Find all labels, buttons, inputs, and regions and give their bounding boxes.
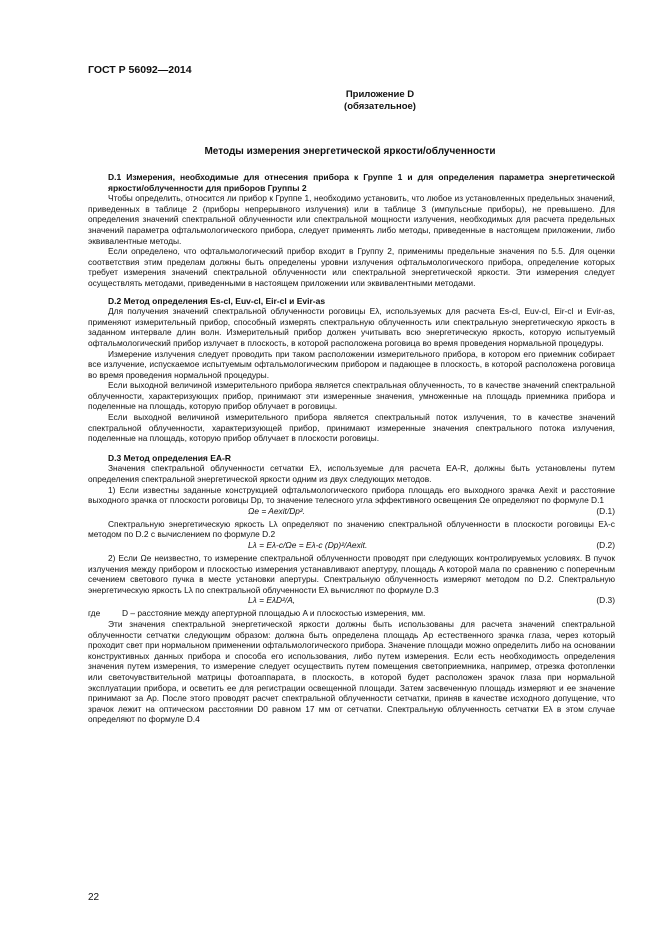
appendix-title: Приложение D (345, 89, 415, 100)
formula-d3 (88, 595, 615, 608)
d1-paragraph: Если определено, что офтальмологический прибор входит в Группу 2, применимы предельные значения по 5.5. Для оценки соответствия этим пределам должны быть определены уровни излучения офтальмологического прибора, определение которых требует измерения значений спектральной облученности или спектральной энергетической яркости. Эти измерения следует осуществлять методами, приведенными в настоящем приложении или эквивалентными методами. (88, 246, 615, 288)
formula-d3-number: (D.3) (596, 595, 615, 606)
where-text: D – расстояние между апертурной площадью A и плоскостью измерения, мм. (122, 608, 426, 619)
d2-paragraph: Измерение излучения следует проводить при таком расположении измерительного прибора, в котором его приемник собирает все излучение, испускаемое испытуемым офтальмологическим прибором и падающее в плоскость, в которой расположена роговица во время проведения нормальной процедуры. (88, 348, 615, 380)
document-id: ГОСТ Р 56092—2014 (88, 64, 192, 76)
formula-d2 (88, 540, 615, 553)
formula-d2-expression: Lλ = Eλ-c/Ωe = Eλ-c (Dp)²/Aexit. (248, 540, 368, 550)
formula-d1 (88, 506, 615, 519)
d1-paragraph: Чтобы определить, относится ли прибор к Группе 1, необходимо установить, что любое из установленных предельных значений, приведенных в таблице 2 (приборы непрерывного излучения) или в таблице 3 (импульсные приборы), не превышено. Для определения значений спектральной облученности или спектральной мощности излучения, необходимых для расчета предельных значений параметра офтальмологического прибора, следует применять либо методы, приведенные в настоящем приложении, либо эквивалентные методы. (88, 193, 615, 246)
d2-paragraph: Если выходной величиной измерительного прибора является спектральный поток излучения, то в качестве значений спектральной облученности, характеризующей прибор, принимают измеренные значения спектрального потока излучения, поделенные на площадь, которую прибор облучает в плоскости роговицы. (88, 412, 615, 444)
appendix-status: (обязательное) (344, 101, 416, 112)
d1-heading: D.1 Измерения, необходимые для отнесения прибора к Группе 1 и для определения параметра энергетической яркости/облученности для приборов Группы 2 (108, 172, 615, 193)
page-number: 22 (88, 892, 100, 903)
d2-paragraph: Для получения значений спектральной облученности роговицы Eλ, используемых для расчета Es-cl, Euv-cl, Eir-cl и Evir-as, применяют измерительный прибор, способный измерять спектральную облученность или спектральную энергетическую яркость в заданном интервале длин волн. Измерительный прибор должен учитывать всю энергетическую яркость, которую испытуемый офтальмологический прибор излучает в плоскость, в которой расположена роговица во время проведения нормальной процедуры. (88, 306, 615, 348)
d3-paragraph: 1) Если известны заданные конструкцией офтальмологического прибора площадь его выходного зрачка Aexit и расстояние выходного зрачка от плоскости роговицы Dp, то значение телесного угла эффективного освещения Ωe определяют по формуле D.1 (88, 484, 615, 506)
document-body (88, 172, 615, 725)
d3-paragraph: Значения спектральной облученности сетчатки Eλ, используемые для расчета EA-R, должны быть установлены путем определения спектральной энергетической яркости одним из двух следующих методов. (88, 463, 615, 485)
appendix-heading (300, 89, 460, 113)
formula-d2-number: (D.2) (596, 540, 615, 550)
formula-legend (88, 608, 615, 619)
d3-paragraph: Спектральную энергетическую яркость Lλ определяют по значению спектральной облученности в плоскости роговицы Eλ-c методом по D.2 с вычислением по формуле D.2 (88, 518, 615, 540)
d2-paragraph: Если выходной величиной измерительного прибора является спектральная облученность, то в качестве значений спектральной облученности, характеризующих прибор, принимают эти измеренные значения, умноженные на площадь приемника прибора и поделенные на площадь, которую прибор облучает в роговицы. (88, 380, 615, 412)
d3-paragraph: 2) Если Ωe неизвестно, то измерение спектральной облученности проводят при следующих контролируемых условиях. В пучок излучения между прибором и плоскостью измерения устанавливают апертуру, площадь A которой мала по сравнению с поперечным сечением светового пучка в месте установки апертуры. Спектральную облученность измеряют методом по D.2. Спектральную энергетическую яркость Lλ по спектральной облученности Eλ вычисляют по формуле D.3 (88, 553, 615, 595)
formula-d1-number: (D.1) (596, 505, 615, 516)
formula-d3-expression: Lλ = EλD²/A, (248, 595, 296, 606)
d3-paragraph: Эти значения спектральной энергетической яркости должны быть использованы для расчета значений спектральной облученности сетчатки следующим образом: должна быть определена площадь Ap естественного зрачка глаза, через который проходит свет при нормальном применении офтальмологического прибора. Значение площади можно определить либо на основании конструктивных данных прибора и способа его использования, либо путем измерения. Если есть необходимость определения значения путем измерения, то измерение следует осуществить путем помещения светоприемника, например, отрезка фотопленки или светочувствительной матрицы фотоаппарата, в плоскость, в которой будет расположен зрачок глаза при нормальной эксплуатации прибора, и осветить ее для регистрации освещенной площади. Затем засвеченную площадь измеряют и ее значение принимают за Ap. После этого проводят расчет спектральной облученности сетчатки, приняв в качестве исходного допущение, что зрачок лежит на оптическом расстоянии D0 равном 17 мм от сетчатки. Спектральную облученность сетчатки Eλ в этом случае определяют по формуле D.4 (88, 618, 615, 725)
where-label: где (88, 608, 101, 619)
d3-heading: D.3 Метод определения EA-R (108, 452, 232, 463)
formula-d1-expression: Ωe = Aexit/Dp². (248, 505, 306, 516)
d2-heading: D.2 Метод определения Es-cl, Euv-cl, Eir-cl и Evir-as (108, 295, 326, 306)
section-title: Методы измерения энергетической яркости/облученности (204, 146, 496, 157)
